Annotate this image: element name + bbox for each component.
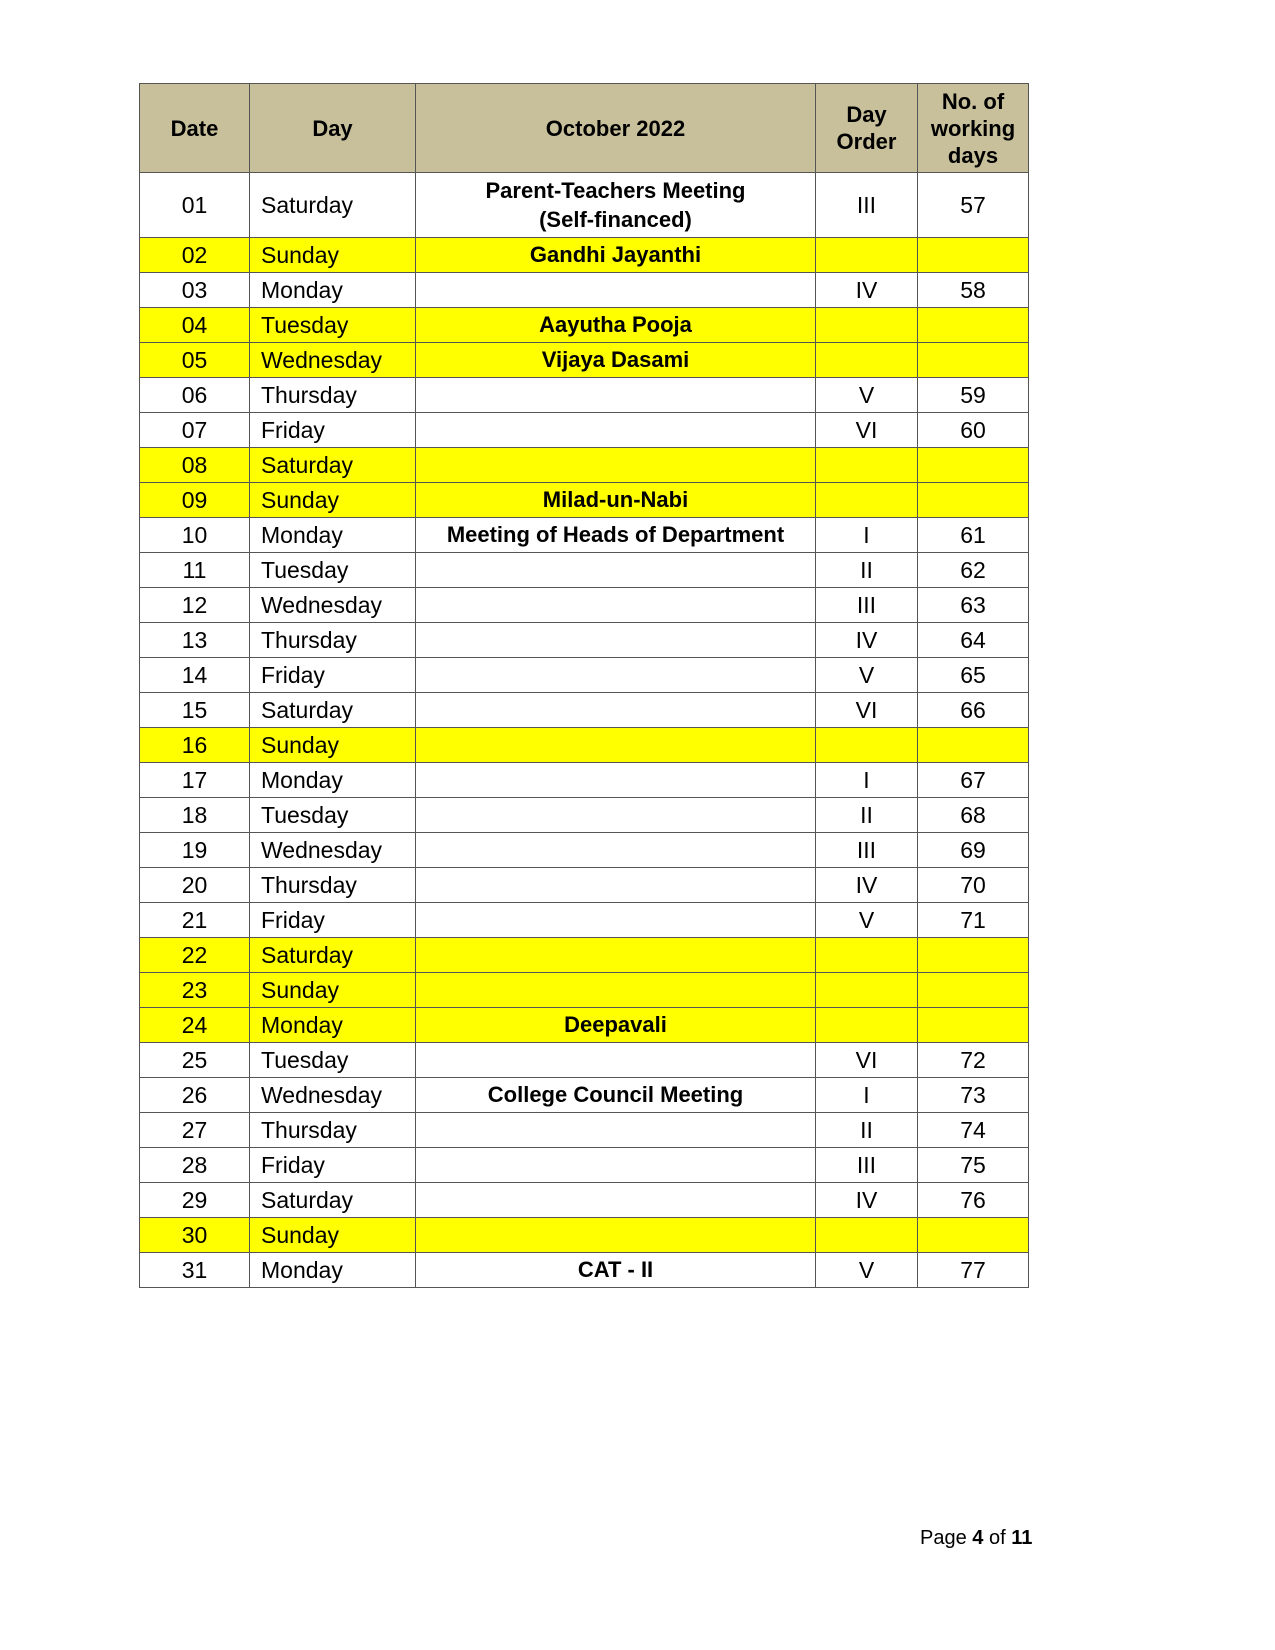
cell-event: Gandhi Jayanthi (416, 238, 816, 273)
cell-working-days: 59 (918, 378, 1029, 413)
table-row (140, 728, 1029, 763)
cell-date: 28 (140, 1148, 250, 1183)
cell-working-days (918, 448, 1029, 483)
cell-date: 14 (140, 658, 250, 693)
cell-day: Friday (250, 658, 416, 693)
cell-day: Wednesday (250, 588, 416, 623)
cell-event (416, 728, 816, 763)
cell-working-days: 57 (918, 173, 1029, 238)
cell-event (416, 553, 816, 588)
table-row (140, 623, 1029, 658)
cell-date: 26 (140, 1078, 250, 1113)
cell-day: Saturday (250, 173, 416, 238)
table-row (140, 1113, 1029, 1148)
cell-day-order: V (816, 903, 918, 938)
table-row (140, 903, 1029, 938)
cell-day: Tuesday (250, 798, 416, 833)
cell-day: Thursday (250, 1113, 416, 1148)
table-row (140, 518, 1029, 553)
table-row (140, 483, 1029, 518)
cell-date: 07 (140, 413, 250, 448)
table-row (140, 693, 1029, 728)
cell-day-order: V (816, 1253, 918, 1288)
cell-day-order (816, 938, 918, 973)
header-day-order: Day Order (816, 84, 918, 173)
cell-date: 25 (140, 1043, 250, 1078)
header-month: October 2022 (416, 84, 816, 173)
page-footer (920, 1527, 1032, 1550)
cell-event (416, 1218, 816, 1253)
cell-event (416, 1183, 816, 1218)
cell-event (416, 658, 816, 693)
cell-event (416, 1043, 816, 1078)
cell-day-order: IV (816, 623, 918, 658)
cell-event (416, 378, 816, 413)
cell-day: Saturday (250, 1183, 416, 1218)
cell-day: Wednesday (250, 1078, 416, 1113)
cell-working-days: 77 (918, 1253, 1029, 1288)
cell-day-order (816, 308, 918, 343)
cell-working-days: 66 (918, 693, 1029, 728)
cell-day-order: IV (816, 1183, 918, 1218)
cell-day-order: I (816, 763, 918, 798)
cell-date: 09 (140, 483, 250, 518)
cell-event: Parent-Teachers Meeting (Self-financed) (416, 173, 816, 238)
cell-working-days: 65 (918, 658, 1029, 693)
calendar-table (139, 83, 1029, 1288)
table-row (140, 1148, 1029, 1183)
cell-event (416, 1148, 816, 1183)
cell-date: 16 (140, 728, 250, 763)
cell-day-order (816, 728, 918, 763)
cell-date: 27 (140, 1113, 250, 1148)
cell-day: Saturday (250, 448, 416, 483)
cell-date: 08 (140, 448, 250, 483)
cell-date: 04 (140, 308, 250, 343)
cell-date: 21 (140, 903, 250, 938)
cell-working-days: 71 (918, 903, 1029, 938)
cell-working-days: 75 (918, 1148, 1029, 1183)
table-row (140, 238, 1029, 273)
cell-event (416, 693, 816, 728)
page-prefix: Page (920, 1527, 967, 1549)
cell-event (416, 798, 816, 833)
cell-date: 22 (140, 938, 250, 973)
cell-date: 15 (140, 693, 250, 728)
cell-day: Sunday (250, 973, 416, 1008)
table-row (140, 1078, 1029, 1113)
cell-working-days: 69 (918, 833, 1029, 868)
header-working-days: No. of working days (918, 84, 1029, 173)
table-row (140, 308, 1029, 343)
cell-date: 31 (140, 1253, 250, 1288)
table-row (140, 1253, 1029, 1288)
cell-day-order: VI (816, 413, 918, 448)
cell-day-order (816, 343, 918, 378)
cell-event: Aayutha Pooja (416, 308, 816, 343)
cell-day-order: VI (816, 1043, 918, 1078)
cell-date: 19 (140, 833, 250, 868)
cell-working-days: 63 (918, 588, 1029, 623)
cell-date: 23 (140, 973, 250, 1008)
cell-day: Monday (250, 1253, 416, 1288)
cell-working-days: 73 (918, 1078, 1029, 1113)
cell-working-days (918, 1218, 1029, 1253)
page-of: of (988, 1527, 1006, 1549)
cell-date: 29 (140, 1183, 250, 1218)
cell-working-days: 58 (918, 273, 1029, 308)
cell-date: 11 (140, 553, 250, 588)
cell-day: Saturday (250, 693, 416, 728)
cell-event (416, 413, 816, 448)
page-current: 4 (972, 1527, 984, 1549)
cell-event (416, 623, 816, 658)
cell-event (416, 1113, 816, 1148)
cell-working-days: 76 (918, 1183, 1029, 1218)
table-row (140, 833, 1029, 868)
cell-working-days (918, 1008, 1029, 1043)
cell-event (416, 938, 816, 973)
cell-day: Monday (250, 763, 416, 798)
table-row (140, 553, 1029, 588)
table-row (140, 378, 1029, 413)
cell-day-order: II (816, 553, 918, 588)
cell-day-order: VI (816, 693, 918, 728)
cell-event: College Council Meeting (416, 1078, 816, 1113)
cell-date: 30 (140, 1218, 250, 1253)
table-row (140, 798, 1029, 833)
table-row (140, 273, 1029, 308)
cell-day-order: IV (816, 273, 918, 308)
table-row (140, 1183, 1029, 1218)
cell-day: Thursday (250, 623, 416, 658)
cell-day-order (816, 483, 918, 518)
page-total: 11 (1011, 1527, 1033, 1549)
cell-working-days: 61 (918, 518, 1029, 553)
cell-day: Sunday (250, 1218, 416, 1253)
cell-day-order (816, 1008, 918, 1043)
cell-event (416, 588, 816, 623)
cell-day-order: V (816, 378, 918, 413)
cell-day: Friday (250, 1148, 416, 1183)
cell-day-order: III (816, 833, 918, 868)
cell-day: Tuesday (250, 553, 416, 588)
cell-event: Vijaya Dasami (416, 343, 816, 378)
table-row (140, 1218, 1029, 1253)
cell-day-order: II (816, 1113, 918, 1148)
cell-event (416, 868, 816, 903)
cell-working-days: 72 (918, 1043, 1029, 1078)
cell-event (416, 903, 816, 938)
cell-event (416, 448, 816, 483)
header-date: Date (140, 84, 250, 173)
cell-event (416, 763, 816, 798)
table-row (140, 1043, 1029, 1078)
cell-date: 24 (140, 1008, 250, 1043)
cell-working-days: 64 (918, 623, 1029, 658)
cell-event (416, 833, 816, 868)
cell-date: 18 (140, 798, 250, 833)
cell-working-days: 68 (918, 798, 1029, 833)
cell-day: Sunday (250, 238, 416, 273)
cell-day-order (816, 238, 918, 273)
cell-day-order: I (816, 518, 918, 553)
cell-working-days (918, 308, 1029, 343)
cell-event (416, 273, 816, 308)
table-row (140, 763, 1029, 798)
table-row (140, 343, 1029, 378)
cell-day: Friday (250, 903, 416, 938)
cell-working-days: 62 (918, 553, 1029, 588)
table-row (140, 868, 1029, 903)
cell-working-days: 74 (918, 1113, 1029, 1148)
cell-day: Sunday (250, 483, 416, 518)
cell-day-order: I (816, 1078, 918, 1113)
table-row (140, 448, 1029, 483)
cell-day: Sunday (250, 728, 416, 763)
cell-day-order (816, 448, 918, 483)
cell-day: Friday (250, 413, 416, 448)
table-row (140, 1008, 1029, 1043)
table-row (140, 658, 1029, 693)
cell-date: 20 (140, 868, 250, 903)
table-row (140, 938, 1029, 973)
cell-day: Wednesday (250, 343, 416, 378)
cell-working-days: 67 (918, 763, 1029, 798)
cell-working-days (918, 973, 1029, 1008)
cell-working-days: 60 (918, 413, 1029, 448)
cell-event: CAT - II (416, 1253, 816, 1288)
cell-date: 17 (140, 763, 250, 798)
cell-day: Tuesday (250, 308, 416, 343)
cell-working-days (918, 728, 1029, 763)
cell-event: Milad-un-Nabi (416, 483, 816, 518)
cell-date: 03 (140, 273, 250, 308)
cell-day: Tuesday (250, 1043, 416, 1078)
cell-day: Monday (250, 273, 416, 308)
cell-date: 01 (140, 173, 250, 238)
cell-working-days (918, 938, 1029, 973)
cell-day: Monday (250, 518, 416, 553)
cell-day: Wednesday (250, 833, 416, 868)
cell-day-order: III (816, 1148, 918, 1183)
cell-day-order: II (816, 798, 918, 833)
cell-event: Meeting of Heads of Department (416, 518, 816, 553)
cell-date: 05 (140, 343, 250, 378)
cell-day-order: V (816, 658, 918, 693)
cell-day-order: IV (816, 868, 918, 903)
cell-day-order (816, 973, 918, 1008)
cell-date: 12 (140, 588, 250, 623)
table-row (140, 173, 1029, 238)
cell-day-order: III (816, 173, 918, 238)
table-row (140, 413, 1029, 448)
cell-day: Monday (250, 1008, 416, 1043)
cell-date: 10 (140, 518, 250, 553)
cell-day: Thursday (250, 378, 416, 413)
cell-working-days (918, 483, 1029, 518)
cell-date: 13 (140, 623, 250, 658)
cell-event (416, 973, 816, 1008)
cell-date: 02 (140, 238, 250, 273)
table-row (140, 588, 1029, 623)
cell-day: Thursday (250, 868, 416, 903)
cell-day: Saturday (250, 938, 416, 973)
header-row (140, 84, 1029, 173)
cell-event: Deepavali (416, 1008, 816, 1043)
cell-day-order (816, 1218, 918, 1253)
table-row (140, 973, 1029, 1008)
header-day: Day (250, 84, 416, 173)
calendar-body (140, 173, 1029, 1288)
cell-working-days: 70 (918, 868, 1029, 903)
cell-working-days (918, 238, 1029, 273)
cell-date: 06 (140, 378, 250, 413)
cell-working-days (918, 343, 1029, 378)
cell-day-order: III (816, 588, 918, 623)
